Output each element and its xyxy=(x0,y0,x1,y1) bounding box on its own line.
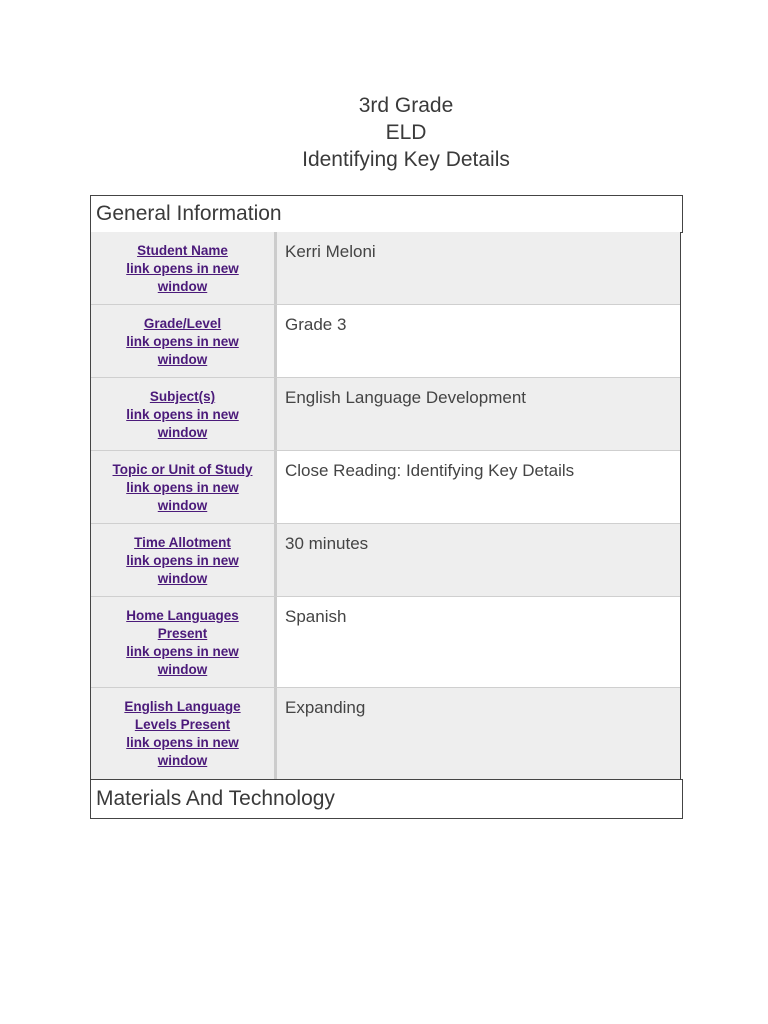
title-line-subject: ELD xyxy=(385,121,427,144)
label-cell xyxy=(91,378,277,450)
link-text: Home Languages xyxy=(126,608,239,623)
link-text: English Language xyxy=(124,699,241,714)
link-text: Student Name xyxy=(137,243,228,258)
link-text: link opens in new xyxy=(126,334,239,349)
table-row xyxy=(91,378,680,451)
link-text: Grade/Level xyxy=(143,316,222,331)
student-name-value: Kerri Meloni xyxy=(277,232,680,304)
link-text: link opens in new xyxy=(126,407,239,422)
link-text: window xyxy=(157,352,208,367)
link-text: link opens in new xyxy=(126,735,239,750)
grade-level-link[interactable] xyxy=(91,315,274,369)
link-text: window xyxy=(157,498,208,513)
time-allotment-value: 30 minutes xyxy=(277,524,680,596)
label-cell xyxy=(91,597,277,687)
table-row xyxy=(91,305,680,378)
label-cell xyxy=(91,232,277,304)
title-line-grade: 3rd Grade xyxy=(358,94,454,117)
link-text: Levels Present xyxy=(134,717,231,732)
label-cell xyxy=(91,688,277,779)
table-row xyxy=(91,232,680,305)
link-text: window xyxy=(157,279,208,294)
title-line-topic: Identifying Key Details xyxy=(302,148,510,171)
english-language-levels-value: Expanding xyxy=(277,688,680,779)
time-allotment-link[interactable] xyxy=(91,534,274,588)
table-row xyxy=(91,451,680,524)
table-row xyxy=(91,688,680,779)
table-row xyxy=(91,524,680,597)
label-cell xyxy=(91,305,277,377)
link-text: window xyxy=(157,753,208,768)
link-text: window xyxy=(157,662,208,677)
topic-unit-link[interactable] xyxy=(91,461,274,515)
table-row xyxy=(91,597,680,688)
student-name-link[interactable] xyxy=(91,242,274,296)
link-text: Topic or Unit of Study xyxy=(112,462,253,477)
english-language-levels-link[interactable] xyxy=(91,698,274,770)
link-text: link opens in new xyxy=(126,553,239,568)
link-text: Time Allotment xyxy=(134,535,231,550)
link-text: window xyxy=(157,425,208,440)
link-text: link opens in new xyxy=(126,480,239,495)
general-information-header: General Information xyxy=(90,195,683,233)
subjects-link[interactable] xyxy=(91,388,274,442)
label-cell xyxy=(91,524,277,596)
link-text: link opens in new xyxy=(126,261,239,276)
link-text: window xyxy=(157,571,208,586)
label-cell xyxy=(91,451,277,523)
materials-technology-header: Materials And Technology xyxy=(90,779,683,819)
topic-unit-value: Close Reading: Identifying Key Details xyxy=(277,451,680,523)
link-text: Present xyxy=(157,626,208,641)
document-title xyxy=(90,92,722,173)
home-languages-link[interactable] xyxy=(91,607,274,679)
link-text: Subject(s) xyxy=(149,389,216,404)
general-information-table xyxy=(90,232,681,779)
grade-level-value: Grade 3 xyxy=(277,305,680,377)
link-text: link opens in new xyxy=(126,644,239,659)
home-languages-value: Spanish xyxy=(277,597,680,687)
subjects-value: English Language Development xyxy=(277,378,680,450)
